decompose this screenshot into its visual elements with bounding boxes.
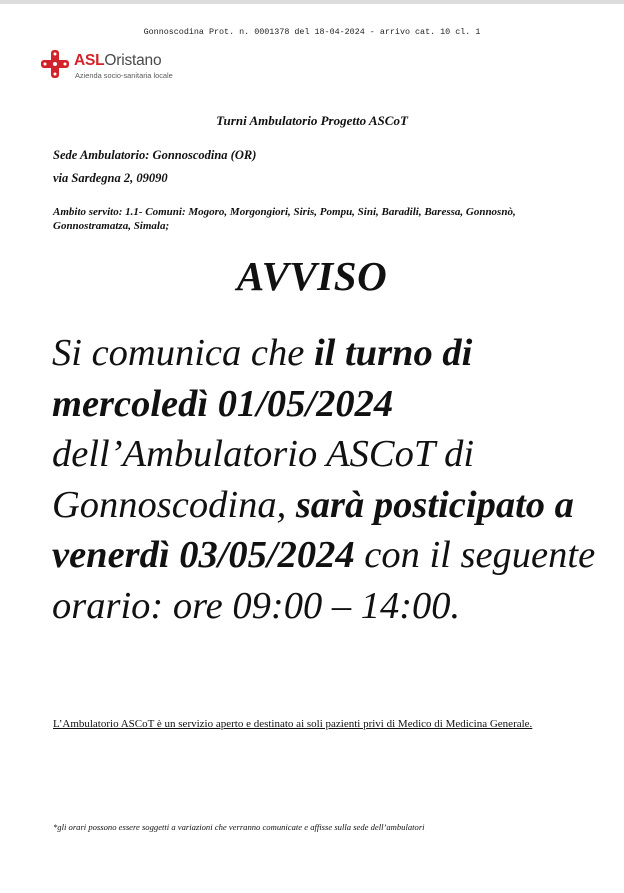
document-title: Turni Ambulatorio Progetto ASCoT [216, 113, 408, 128]
medical-cross-icon [40, 49, 70, 79]
address-line: via Sardegna 2, 09090 [53, 171, 168, 185]
logo-tagline: Azienda socio-sanitaria locale [75, 71, 173, 80]
sede-line: Sede Ambulatorio: Gonnoscodina (OR) [53, 148, 257, 162]
announcement-part: Si comunica che [52, 332, 314, 374]
logo-city: Oristano [104, 52, 162, 69]
announcement-bold-postponed: sarà posticipato a venerdì 03/05/2024 [52, 483, 574, 577]
announcement-part: dell’Ambulatorio ASCoT di Gonnoscodina, [52, 433, 475, 526]
service-note: L’Ambulatorio ASCoT è un servizio aperto e destinato ai soli pazienti privi di Medico di Medicina Generale. [53, 718, 533, 730]
ambito-servito: Ambito servito: 1.1- Comuni: Mogoro, Morgongiori, Siris, Pompu, Sini, Baradili, Baressa, Gonnosnò, Gonnostramatza, Simala; [53, 206, 516, 232]
logo-brand: ASL [74, 52, 105, 69]
page-top-edge [0, 0, 624, 4]
logo-wordmark [74, 52, 161, 70]
avviso-heading: AVVISO [236, 253, 388, 299]
announcement-part: con il seguente orario: ore 09:00 – 14:00. [52, 534, 596, 627]
footnote: *gli orari possono essere soggetti a variazioni che verranno comunicate e affisse sulla sede dell’ambulatori [53, 822, 425, 832]
protocol-stamp: Gonnoscodina Prot. n. 0001378 del 18-04-2024 - arrivo cat. 10 cl. 1 [143, 27, 481, 37]
announcement-text [52, 328, 597, 632]
announcement-bold-date: il turno di mercoledì 01/05/2024 [52, 332, 473, 425]
